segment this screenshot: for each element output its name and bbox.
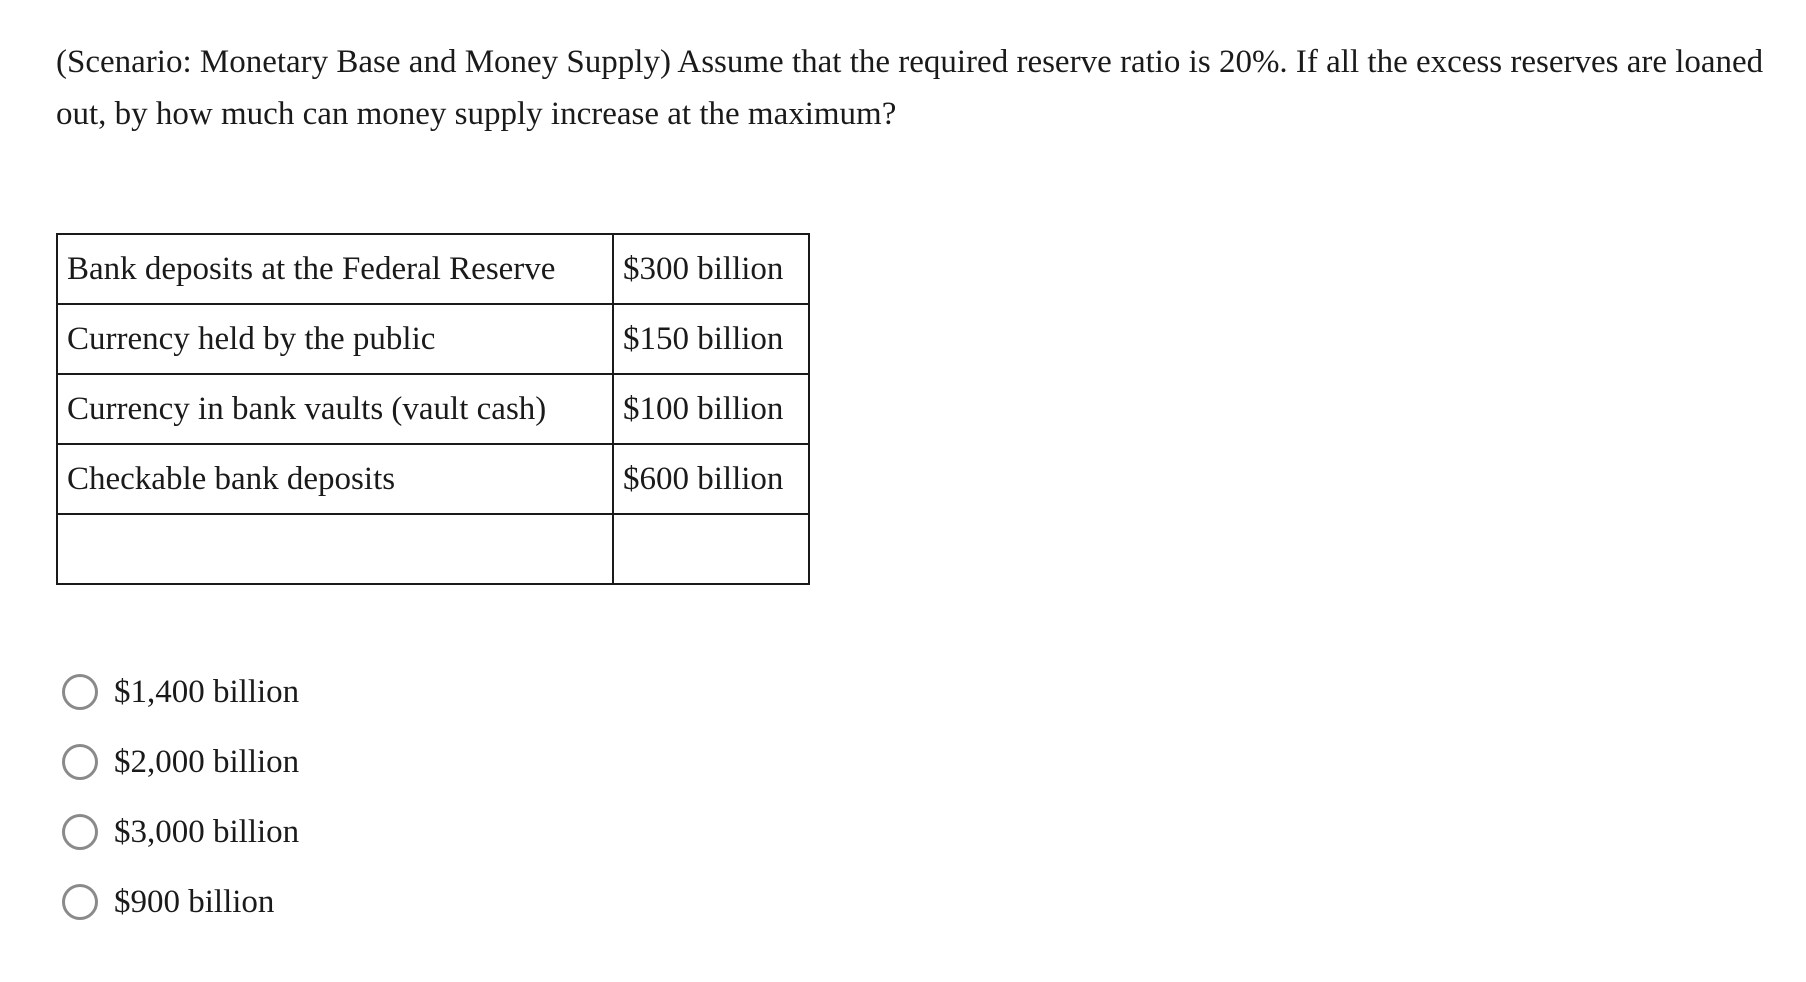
answer-option-4[interactable] [62,867,299,937]
answer-option-2[interactable] [62,727,299,797]
row-label: Currency in bank vaults (vault cash) [57,374,613,444]
radio-button[interactable] [62,884,98,920]
table-row [57,304,809,374]
table-row-empty [57,514,809,584]
option-label[interactable]: $900 billion [114,883,275,920]
row-value: $600 billion [613,444,809,514]
question-text: (Scenario: Monetary Base and Money Supply) Assume that the required reserve ratio is 20%. If all the excess reserves are loaned out, by how much can money supply increase at the maximum? [56,44,1764,132]
answer-option-1[interactable] [62,657,299,727]
row-value [613,514,809,584]
table-row [57,234,809,304]
option-label[interactable]: $1,400 billion [114,673,300,710]
table-row [57,444,809,514]
row-label: Bank deposits at the Federal Reserve [57,234,613,304]
answer-options [62,657,299,937]
row-label: Currency held by the public [57,304,613,374]
row-value: $300 billion [613,234,809,304]
answer-option-3[interactable] [62,797,299,867]
option-label[interactable]: $3,000 billion [114,813,300,850]
radio-button[interactable] [62,744,98,780]
table-row [57,374,809,444]
row-value: $100 billion [613,374,809,444]
data-table [56,233,810,585]
row-label [57,514,613,584]
row-label: Checkable bank deposits [57,444,613,514]
row-value: $150 billion [613,304,809,374]
option-label[interactable]: $2,000 billion [114,743,300,780]
radio-button[interactable] [62,814,98,850]
radio-button[interactable] [62,674,98,710]
